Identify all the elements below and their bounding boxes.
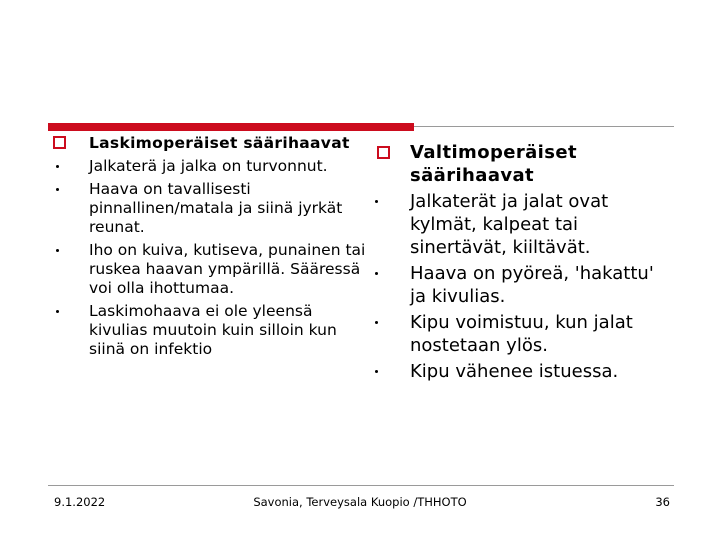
title-accent-bar	[48, 123, 414, 131]
list-item-text: Kipu vähenee istuessa.	[410, 361, 619, 382]
dot-bullet-icon	[56, 310, 59, 313]
dot-bullet-icon	[375, 370, 378, 373]
list-item	[50, 241, 370, 298]
dot-bullet-icon	[56, 249, 59, 252]
footer-date: 9.1.2022	[54, 495, 106, 509]
list-item-text: Jalkaterä ja jalka on turvonnut.	[89, 157, 328, 175]
list-item-text: Iho on kuiva, kutiseva, punainen tai ruskea haavan ympärillä. Sääressä voi olla ihottumaa.	[89, 241, 366, 297]
list-item	[50, 180, 370, 237]
list-item	[50, 302, 370, 359]
left-column	[50, 134, 370, 359]
list-item-text: Laskimohaava ei ole yleensä kivulias muutoin kuin silloin kun siinä on infektio	[89, 302, 337, 358]
page-number: 36	[655, 495, 670, 509]
list-item	[372, 360, 672, 383]
dot-bullet-icon	[56, 165, 59, 168]
left-heading: Laskimoperäiset säärihaavat	[89, 134, 350, 152]
footer-rule	[48, 485, 674, 486]
dot-bullet-icon	[375, 200, 378, 203]
list-item-text: Haava on pyöreä, 'hakattu' ja kivulias.	[410, 263, 654, 307]
left-heading-item	[50, 134, 370, 153]
right-column	[372, 141, 672, 383]
title-rule	[414, 126, 674, 127]
list-item	[372, 190, 672, 259]
list-item	[372, 311, 672, 357]
list-item-text: Jalkaterät ja jalat ovat kylmät, kalpeat tai sinertävät, kiiltävät.	[410, 191, 609, 258]
list-item	[50, 157, 370, 176]
dot-bullet-icon	[56, 188, 59, 191]
list-item-text: Haava on tavallisesti pinnallinen/matala ja siinä jyrkät reunat.	[89, 180, 343, 236]
list-item-text: Kipu voimistuu, kun jalat nostetaan ylös.	[410, 312, 633, 356]
list-item	[372, 262, 672, 308]
dot-bullet-icon	[375, 272, 378, 275]
square-bullet-icon	[377, 146, 390, 159]
right-heading-item	[372, 141, 672, 187]
dot-bullet-icon	[375, 321, 378, 324]
square-bullet-icon	[53, 136, 66, 149]
right-heading: Valtimoperäiset säärihaavat	[410, 142, 577, 186]
footer-organization: Savonia, Terveysala Kuopio /THHOTO	[253, 495, 467, 509]
